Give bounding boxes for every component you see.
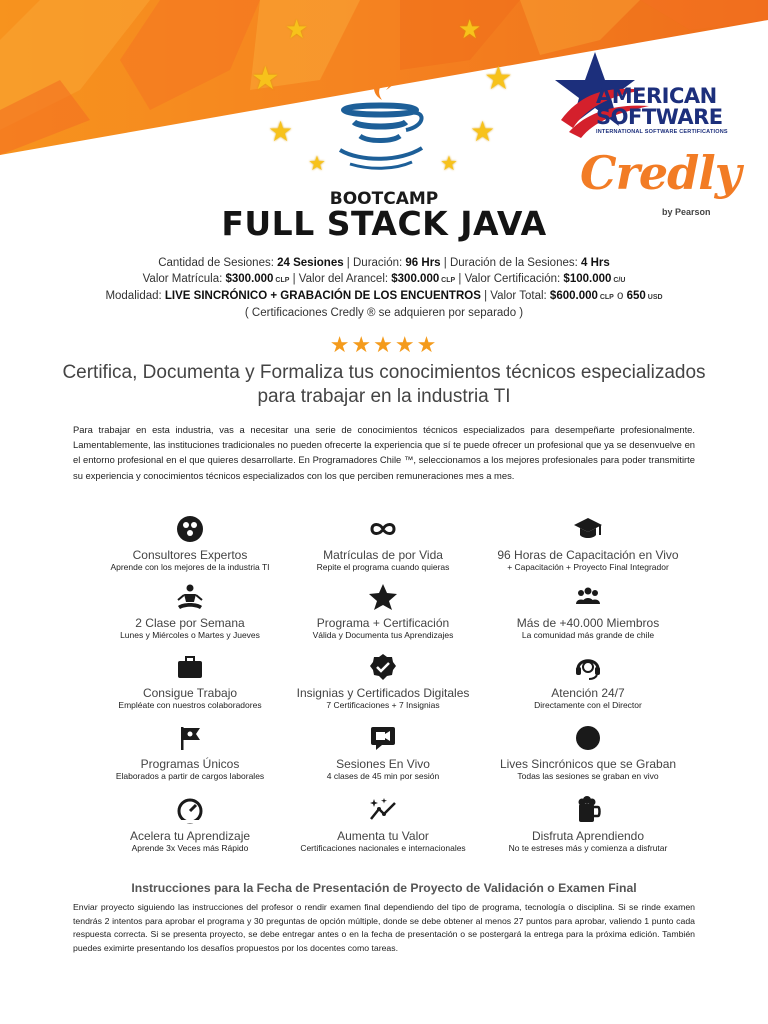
decor-star-icon: ★ <box>484 60 513 96</box>
feature-item <box>273 582 493 641</box>
video-chat-icon <box>368 723 398 753</box>
feature-item <box>80 795 300 854</box>
feature-item <box>273 723 493 782</box>
feature-subtitle: Directamente con el Director <box>534 700 642 710</box>
feature-title: Acelera tu Aprendizaje <box>129 829 251 843</box>
meditation-icon <box>175 582 205 612</box>
credly-subtitle: by Pearson <box>662 207 711 217</box>
briefcase-icon <box>175 652 205 682</box>
info-text: Valor Matrícula: <box>142 273 226 285</box>
info-line-certifications-note: ( Certificaciones Credly ® se adquieren por separado ) <box>244 307 524 319</box>
feature-item <box>273 652 493 711</box>
feature-title: Sesiones En Vivo <box>336 757 430 771</box>
info-value: 24 Sesiones <box>277 257 344 269</box>
info-value: $300.000 <box>391 273 440 285</box>
info-unit: CLP <box>273 277 290 284</box>
feature-subtitle: No te estreses más y comienza a disfrutar <box>508 843 668 853</box>
instructions-text: Enviar proyecto siguiendo las instrucciones del profesor o rendir examen final dependiendo del tipo de programa, tecnología o disciplina. Si se rinde examen tendrás 2 intentos para aprobar el programa y 30 preguntas de opción múltiple, donde se debe obtener al menos 27 puntos para aprobar, valiendo 1 punto cada respuesta correcta. Si se presenta proyecto, se debe entregar antes o en la fecha de presentación o se postergará la entrega para la próxima edición. También puedes eximirte presentando los desafíos propuestos por los docentes como tareas. <box>73 902 695 954</box>
decor-star-icon: ★ <box>458 14 482 44</box>
decor-star-icon: ★ <box>470 116 496 147</box>
info-value: $600.000 <box>549 290 598 302</box>
feature-subtitle: Elaborados a partir de cargos laborales <box>115 771 265 781</box>
info-text: | Valor Certificación: <box>455 273 564 285</box>
feature-subtitle: Todas las sesiones se graban en vivo <box>517 771 659 781</box>
feature-subtitle: Válida y Documenta tus Aprendizajes <box>312 630 454 640</box>
info-value: LIVE SINCRÓNICO + GRABACIÓN DE LOS ENCUENTROS <box>164 290 481 302</box>
graduation-cap-icon <box>573 514 603 544</box>
info-text: Cantidad de Sesiones: <box>158 257 278 269</box>
feature-item <box>273 795 493 854</box>
info-text: | Duración de la Sesiones: <box>440 257 582 269</box>
headset-icon <box>573 652 603 682</box>
feature-title: Aumenta tu Valor <box>337 829 429 843</box>
intro-paragraph: Para trabajar en esta industria, vas a necesitar una serie de conocimientos técnicos especializados para desempeñarte profesionalmente. Lamentablemente, las instituciones tradicionales no pueden ofrecerte la experiencia que sí te puede ofrecer un profesional que ya se desenvuelve en el entorno profesional en el que quieres desarrollarte. En Programadores Chile ™, seleccionamos a los mejores profesionales para poder transmitirte su experiencia y conocimientos técnicos especializados con los que perciben remuneraciones mes a mes. <box>73 424 695 481</box>
info-unit: CLP <box>439 277 456 284</box>
feature-subtitle: Lunes y Miércoles o Martes y Jueves <box>120 630 260 640</box>
info-line-prices <box>0 273 768 285</box>
info-line-sessions <box>0 257 768 269</box>
feature-title: Insignias y Certificados Digitales <box>296 686 470 700</box>
feature-title: Consultores Expertos <box>132 548 248 562</box>
feature-title: 2 Clase por Semana <box>135 616 245 630</box>
rating-stars-icon: ★★★★★ <box>329 332 439 357</box>
info-value: $300.000 <box>225 273 274 285</box>
info-line-modality <box>0 290 768 302</box>
group-icon <box>573 582 603 612</box>
feature-title: Lives Sincrónicos que se Graban <box>499 757 677 771</box>
info-text: | Valor Total: <box>480 290 550 302</box>
trending-sparkle-icon <box>368 795 398 825</box>
decor-star-icon: ★ <box>285 14 309 44</box>
feature-title: Consigue Trabajo <box>142 686 238 700</box>
feature-item <box>273 514 493 573</box>
feature-item <box>478 514 698 573</box>
info-text: | Duración: <box>343 257 406 269</box>
users-circle-icon <box>175 514 205 544</box>
feature-item <box>478 723 698 782</box>
feature-title: Programas Únicos <box>140 757 240 771</box>
feature-subtitle: Repite el programa cuando quieras <box>316 562 450 572</box>
instructions-title: Instrucciones para la Fecha de Presentación de Proyecto de Validación o Examen Final <box>131 881 637 895</box>
info-unit: USD <box>645 294 663 301</box>
feature-title: Matrículas de por Vida <box>323 548 443 562</box>
decor-star-icon: ★ <box>251 60 280 96</box>
feature-subtitle: Aprende 3x Veces más Rápido <box>131 843 249 853</box>
feature-item <box>80 723 300 782</box>
feature-item <box>478 582 698 641</box>
info-text: Modalidad: <box>105 290 165 302</box>
feature-subtitle: Empléate con nuestros colaboradores <box>118 700 262 710</box>
flag-icon <box>175 723 205 753</box>
decor-star-icon: ★ <box>308 153 326 175</box>
verified-badge-icon <box>368 652 398 682</box>
feature-subtitle: Aprende con los mejores de la industria TI <box>110 562 270 572</box>
credly-logo: Credly <box>580 146 741 200</box>
record-dot-icon <box>573 723 603 753</box>
feature-item <box>80 652 300 711</box>
feature-title: Más de +40.000 Miembros <box>516 616 660 630</box>
feature-title: Disfruta Aprendiendo <box>531 829 645 843</box>
feature-item <box>80 514 300 573</box>
feature-item <box>478 652 698 711</box>
headline: Certifica, Documenta y Formaliza tus conocimientos técnicos especializados para trabajar en la industria TI <box>62 362 706 407</box>
decor-star-icon: ★ <box>268 116 294 147</box>
info-unit: CLP <box>597 294 614 301</box>
american-software-line1: AMERICAN <box>596 84 717 108</box>
feature-title: Atención 24/7 <box>551 686 625 700</box>
info-value: 4 Hrs <box>581 257 610 269</box>
info-value: 96 Hrs <box>405 257 441 269</box>
feature-title: 96 Horas de Capacitación en Vivo <box>497 548 679 562</box>
decor-star-icon: ★ <box>440 153 458 175</box>
feature-subtitle: Certificaciones nacionales e internacionales <box>300 843 466 853</box>
feature-item <box>80 582 300 641</box>
star-icon <box>368 582 398 612</box>
info-value: $100.000 <box>563 273 612 285</box>
info-text: | Valor del Arancel: <box>289 273 392 285</box>
program-type: BOOTCAMP <box>329 189 439 209</box>
american-software-tagline: INTERNATIONAL SOFTWARE CERTIFICATIONS <box>596 129 728 135</box>
feature-subtitle: 4 clases de 45 min por sesión <box>326 771 440 781</box>
info-unit: C/U <box>611 277 626 284</box>
feature-item <box>478 795 698 854</box>
feature-subtitle: 7 Certificaciones + 7 Insignias <box>326 700 440 710</box>
feature-title: Programa + Certificación <box>316 616 450 630</box>
speedometer-icon <box>175 795 205 825</box>
american-software-line2: SOFTWARE <box>596 105 723 129</box>
page-title: FULL STACK JAVA <box>221 204 547 243</box>
info-text: o <box>613 290 627 302</box>
feature-subtitle: + Capacitación + Proyecto Final Integrador <box>507 562 669 572</box>
info-value: 650 <box>626 290 646 302</box>
feature-subtitle: La comunidad más grande de chile <box>521 630 655 640</box>
java-logo-icon <box>330 18 430 178</box>
infinity-icon <box>368 514 398 544</box>
beer-mug-icon <box>573 795 603 825</box>
